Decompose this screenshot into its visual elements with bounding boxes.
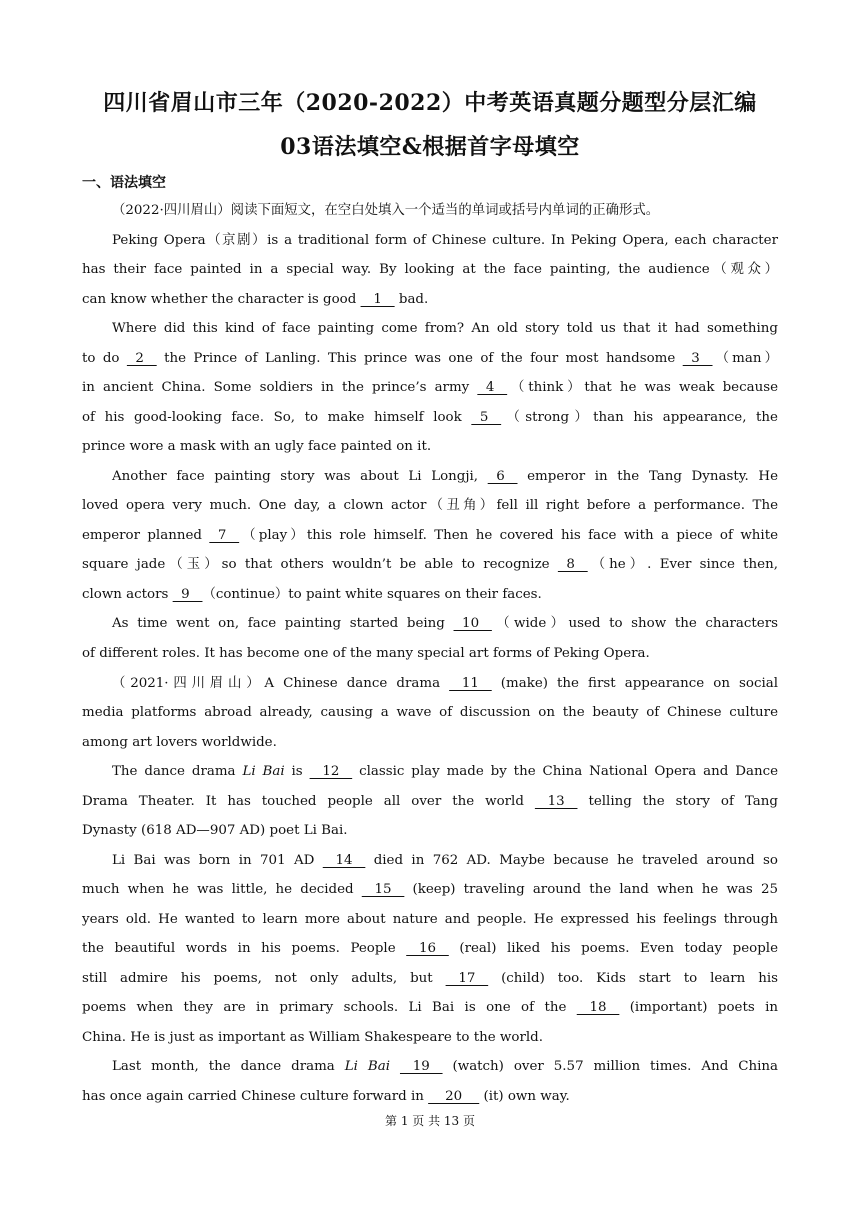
text: still admire his poems, not only adults, but xyxy=(82,971,446,986)
passage1-line: loved opera very much. One day, a clown actor（丑角）fell ill right before a performance. The xyxy=(82,498,778,513)
text: to do xyxy=(82,351,127,366)
passage1-line xyxy=(82,585,778,605)
text: of his good-looking face. So, to make himself look xyxy=(82,410,472,425)
blank-11: 11 xyxy=(449,676,492,691)
passage2-line: among art lovers worldwide. xyxy=(82,735,277,750)
text: （continue）to paint white squares on their faces. xyxy=(202,587,542,602)
blank-19: 19 xyxy=(399,1059,443,1074)
passage2-line: years old. He wanted to learn more about nature and people. He expressed his feelings through xyxy=(82,912,778,927)
passage1-line: Peking Opera（京剧）is a traditional form of Chinese culture. In Peking Opera, each character xyxy=(112,233,778,248)
text: （2021·四川眉山）A Chinese dance drama xyxy=(112,676,450,691)
text: （he）. Ever since then, xyxy=(587,557,778,572)
blank-8: 8 xyxy=(557,557,588,572)
blank-17: 17 xyxy=(445,971,489,986)
blank-14: 14 xyxy=(322,853,366,868)
passage2-line xyxy=(82,792,778,812)
document-title: 四川省眉山市三年（2020-2022）中考英语真题分题型分层汇编 xyxy=(103,90,757,116)
passage1-intro: （2022·四川眉山）阅读下面短文，在空白处填入一个适当的单词或括号内单词的正确形式。 xyxy=(112,203,660,218)
blank-20: 20 xyxy=(428,1089,480,1104)
passage2-line xyxy=(82,939,778,959)
text: in ancient China. Some soldiers in the prince’s army xyxy=(82,380,478,395)
section-heading: 一、语法填空 xyxy=(82,175,166,191)
passage1-line xyxy=(82,290,778,310)
text: Another face painting story was about Li Longji, xyxy=(112,469,488,484)
passage1-line xyxy=(82,349,778,369)
blank-16: 16 xyxy=(406,941,449,956)
drama-title: Li Bai xyxy=(242,764,285,779)
text: (it) own way. xyxy=(479,1089,570,1104)
text: has once again carried Chinese culture forward in xyxy=(82,1089,429,1104)
passage1-line: of different roles. It has become one of the many special art forms of Peking Opera. xyxy=(82,646,650,661)
text: (child) too. Kids start to learn his xyxy=(488,971,778,986)
blank-13: 13 xyxy=(534,794,578,809)
text: (keep) traveling around the land when he was 25 xyxy=(404,882,778,897)
text: telling the story of Tang xyxy=(577,794,778,809)
passage1-line xyxy=(82,408,778,428)
passage1-line: has their face painted in a special way. By looking at the face painting, the audience（观众） xyxy=(82,262,778,277)
text: the Prince of Lanling. This prince was one of the four most handsome xyxy=(156,351,683,366)
passage2-line xyxy=(82,1087,778,1107)
passage1-line: prince wore a mask with an ugly face painted on it. xyxy=(82,439,432,454)
blank-6: 6 xyxy=(487,469,518,484)
text: emperor planned xyxy=(82,528,210,543)
passage2-line xyxy=(82,1057,778,1077)
page-footer: 第 1 页 共 13 页 xyxy=(385,1114,475,1128)
passage2-line xyxy=(82,674,778,694)
passage2-line xyxy=(82,880,778,900)
blank-18: 18 xyxy=(576,1000,620,1015)
passage1-line xyxy=(82,467,778,487)
blank-9: 9 xyxy=(172,587,203,602)
text xyxy=(390,1059,400,1074)
passage2-line: Dynasty (618 AD—907 AD) poet Li Bai. xyxy=(82,823,348,838)
blank-1: 1 xyxy=(360,292,395,307)
text: As time went on, face painting started being xyxy=(112,616,454,631)
text: is xyxy=(284,764,310,779)
text: (watch) over 5.57 million times. And China xyxy=(442,1059,778,1074)
passage1-line xyxy=(82,378,778,398)
text: bad. xyxy=(394,292,429,307)
text: The dance drama xyxy=(112,764,243,779)
passage2-line xyxy=(82,762,778,782)
text: poems when they are in primary schools. Li Bai is one of the xyxy=(82,1000,577,1015)
text: classic play made by the China National Opera and Dance xyxy=(352,764,779,779)
text: died in 762 AD. Maybe because he traveled around so xyxy=(365,853,778,868)
passage1-line: Where did this kind of face painting come from? An old story told us that it had something xyxy=(112,321,778,336)
text: the beautiful words in his poems. People xyxy=(82,941,407,956)
blank-15: 15 xyxy=(361,882,405,897)
document-subtitle: 03语法填空&根据首字母填空 xyxy=(280,134,580,160)
text: square jade（玉）so that others wouldn’t be able to recognize xyxy=(82,557,558,572)
text: emperor in the Tang Dynasty. He xyxy=(517,469,778,484)
text: （strong）than his appearance, the xyxy=(501,410,778,425)
text: （wide）used to show the characters xyxy=(491,616,778,631)
blank-10: 10 xyxy=(453,616,492,631)
blank-5: 5 xyxy=(471,410,502,425)
blank-12: 12 xyxy=(309,764,353,779)
passage2-line: China. He is just as important as William Shakespeare to the world. xyxy=(82,1030,543,1045)
text: （play）this role himself. Then he covered his face with a piece of white xyxy=(239,528,778,543)
text: （man） xyxy=(712,351,779,366)
passage1-line xyxy=(82,526,778,546)
blank-4: 4 xyxy=(477,380,508,395)
text: Drama Theater. It has touched people all over the world xyxy=(82,794,535,809)
text: clown actors xyxy=(82,587,173,602)
drama-title: Li Bai xyxy=(344,1059,390,1074)
passage1-line xyxy=(82,555,778,575)
passage2-line xyxy=(82,998,778,1018)
text: much when he was little, he decided xyxy=(82,882,362,897)
blank-7: 7 xyxy=(209,528,240,543)
text: (make) the first appearance on social xyxy=(491,676,778,691)
passage2-line xyxy=(82,851,778,871)
blank-2: 2 xyxy=(126,351,157,366)
text: （think）that he was weak because xyxy=(507,380,778,395)
text: Last month, the dance drama xyxy=(112,1059,345,1074)
passage2-line: media platforms abroad already, causing a wave of discussion on the beauty of Chinese culture xyxy=(82,705,778,720)
text: (real) liked his poems. Even today people xyxy=(448,941,779,956)
passage2-line xyxy=(82,969,778,989)
blank-3: 3 xyxy=(682,351,713,366)
text: can know whether the character is good xyxy=(82,292,361,307)
text: (important) poets in xyxy=(619,1000,778,1015)
text: Li Bai was born in 701 AD xyxy=(112,853,323,868)
passage1-line xyxy=(82,614,778,634)
